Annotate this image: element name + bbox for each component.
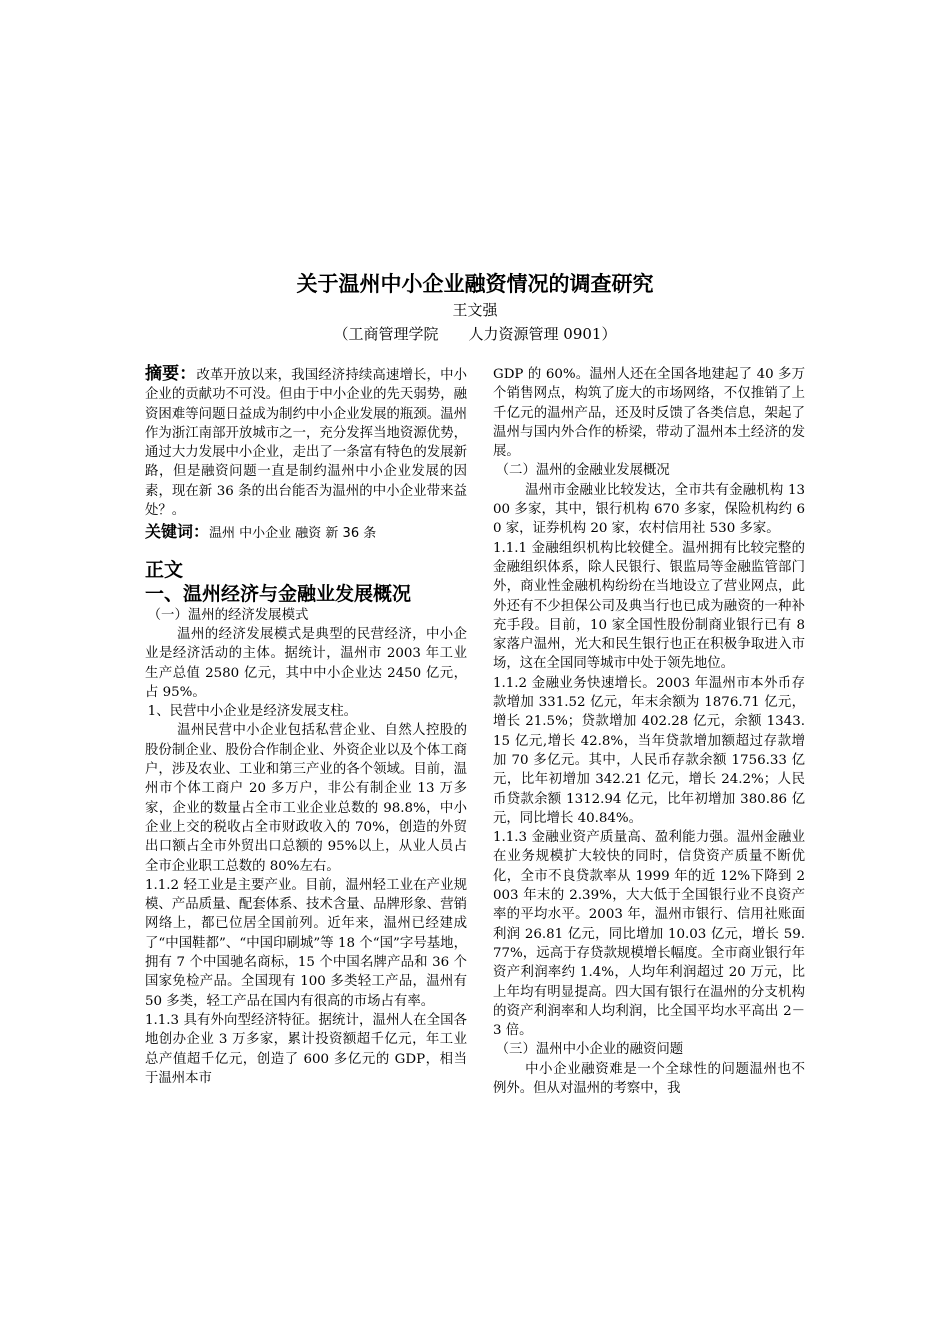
paragraph: 1.1.1 金融组织机构比较健全。温州拥有比较完整的金融组织体系，除人民银行、银监局等金融监管部门外，商业性金融机构纷纷在当地设立了营业网点，此外还有不少担保公司及典当行也已成为融资的一种补充手段。目前，10 家全国性股份制商业银行已有 8 家落户温州，光大和民生银行也正在积极争取进入市场，这在全国同等城市中处于领先地位。 bbox=[493, 540, 805, 672]
paragraph: 1.1.2 金融业务快速增长。2003 年温州市本外币存款增加 331.52 亿元，年末余额为 1876.71 亿元，增长 21.5%；贷款增加 402.28 亿元，余额 1343.15 亿元,增长 42.8%，当年贷款增加额超过存款增加 70 多亿元。其中，人民币存款余额 1756.33 亿元，比年初增加 342.21 亿元，增长 24.2%；人民币贷款余额 1312.94 亿元，比年初增加 380.86 亿元，同比增长 40.84%。 bbox=[493, 675, 805, 826]
subsection-heading-1: （一）温州的经济发展模式 bbox=[147, 607, 309, 623]
keywords-label: 关键词： bbox=[145, 522, 210, 542]
author-name: 王文强 bbox=[452, 301, 498, 319]
right-column bbox=[493, 365, 805, 1098]
page-title: 关于温州中小企业融资情况的调查研究 bbox=[296, 272, 654, 296]
body-heading: 正文 bbox=[145, 558, 184, 581]
paragraph: 1.1.2 轻工业是主要产业。目前，温州轻工业在产业规模、产品质量、配套体系、技术含量、品牌形象、营销网络上，都已位居全国前列。近年来，温州已经建成了“中国鞋都”、“中国印刷城”等 18 个“国”字号基地，拥有 7 个中国驰名商标，15 个中国名牌产品和 36 个国家免检产品。全国现有 100 多类轻工产品，温州有 50 多类，轻工产品在国内有很高的市场占有率。 bbox=[145, 877, 467, 1009]
keywords-text: 温州 中小企业 融资 新 36 条 bbox=[209, 526, 377, 542]
paragraph: 1.1.3 具有外向型经济特征。据统计，温州人在全国各地创办企业 3 万多家，累计投资额超千亿元，年工业总产值超千亿元，创造了 600 多亿元的 GDP，相当于温州本市 bbox=[145, 1012, 467, 1086]
subsection-heading-3: （三）温州中小企业的融资问题 bbox=[495, 1042, 684, 1058]
paragraph: 温州的经济发展模式是典型的民营经济，中小企业是经济活动的主体。据统计，温州市 2003 年工业生产总值 2580 亿元，其中中小企业达 2450 亿元，占 95%。 bbox=[145, 626, 467, 700]
subsection-heading-2: （二）温州的金融业发展概况 bbox=[495, 463, 670, 479]
paragraph: 温州民营中小企业包括私营企业、自然人控股的股份制企业、股份合作制企业、外资企业以及个体工商户，涉及农业、工业和第三产业的各个领域。目前，温州市个体工商户 20 多万户，非公有制企业 13 万多家，企业的数量占全市工业企业总数的 98.8%，中小企业上交的税收占全市财政收入的 70%，创造的外贸出口额占全市外贸出口总额的 95%以上，从业人员占全市企业职工总数的 80%左右。 bbox=[145, 723, 467, 874]
abstract-label: 摘要： bbox=[145, 364, 197, 384]
section-heading-1: 一、温州经济与金融业发展概况 bbox=[145, 582, 412, 605]
paragraph: 中小企业融资难是一个全球性的问题温州也不例外。但从对温州的考察中，我 bbox=[493, 1061, 805, 1096]
abstract bbox=[145, 365, 467, 520]
paragraph: GDP 的 60%。温州人还在全国各地建起了 40 多万个销售网点，构筑了庞大的市场网络，不仅推销了上千亿元的温州产品，还及时反馈了各类信息，架起了温州与国内外合作的桥梁，带动了温州本土经济的发展。 bbox=[493, 367, 805, 460]
keywords bbox=[145, 522, 467, 543]
paragraph-heading: 1、民营中小企业是经济发展支柱。 bbox=[147, 704, 358, 720]
paragraph: 1.1.3 金融业资产质量高、盈利能力强。温州金融业在业务规模扩大较快的同时，信贷资产质量不断优化，全市不良贷款率从 1999 年的近 12%下降到 2003 年末的 2.39%，大大低于全国银行业不良资产率的平均水平。2003 年，温州市银行、信用社账面利润 26.81 亿元，同比增加 10.03 亿元，增长 59.77%，远高于存贷款规模增长幅度。全市商业银行年资产利润率约 1.4%，人均年利润超过 20 万元，比上年均有明显提高。四大国有银行在温州的分支机构的资产利润率和人均利润，比全国平均水平高出 2－3 倍。 bbox=[493, 830, 805, 1039]
left-column bbox=[145, 365, 467, 1088]
document-header bbox=[0, 271, 950, 346]
abstract-text: 改革开放以来，我国经济持续高速增长，中小企业的贡献功不可没。但由于中小企业的先天弱势，融资困难等问题日益成为制约中小企业发展的瓶颈。温州作为浙江南部开放城市之一，充分发挥当地资源优势，通过大力发展中小企业，走出了一条富有特色的发展新路，但是融资问题一直是制约温州中小企业发展的因素，现在新 36 条的出台能否为温州的中小企业带来益处？。 bbox=[145, 368, 468, 519]
author-affiliation: （工商管理学院 人力资源管理 0901） bbox=[333, 325, 617, 343]
paragraph: 温州市金融业比较发达，全市共有金融机构 1300 多家，其中，银行机构 670 多家，保险机构约 60 家，证券机构 20 家，农村信用社 530 多家。 bbox=[493, 482, 805, 537]
